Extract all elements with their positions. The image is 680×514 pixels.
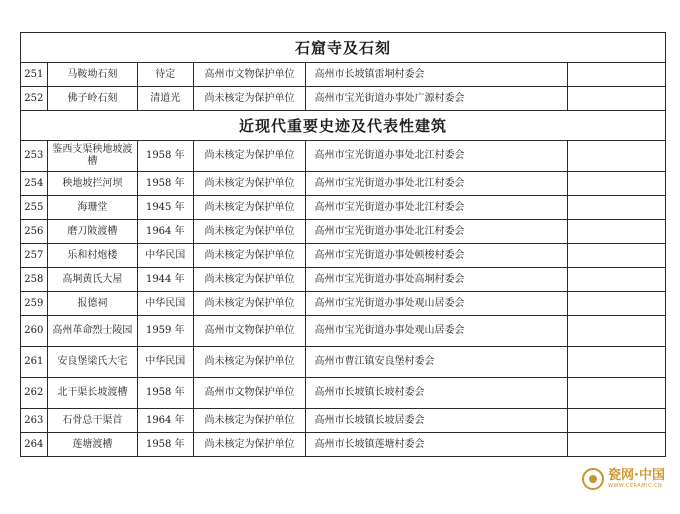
site-era: 1959 年 — [138, 316, 193, 347]
section-title: 近现代重要史迹及代表性建筑 — [21, 111, 666, 141]
site-location: 高州市宝光街道办事处观山居委会 — [306, 292, 568, 316]
row-number: 259 — [21, 292, 48, 316]
row-number: 262 — [21, 378, 48, 409]
site-watermark — [582, 464, 670, 494]
protection-level: 尚未核定为保护单位 — [193, 196, 306, 220]
heritage-table-page — [20, 32, 666, 457]
site-era: 中华民国 — [138, 244, 193, 268]
site-location: 高州市宝光街道办事处顿梭村委会 — [306, 244, 568, 268]
site-name: 佛子岭石刻 — [47, 87, 137, 111]
blank-cell — [568, 87, 666, 111]
site-name: 莲塘渡槽 — [47, 433, 137, 457]
site-era: 1945 年 — [138, 196, 193, 220]
site-location: 高州市宝光街道办事处高垌村委会 — [306, 268, 568, 292]
table-row — [21, 172, 666, 196]
ceramic-logo-icon — [582, 468, 604, 490]
row-number: 256 — [21, 220, 48, 244]
site-era: 1964 年 — [138, 220, 193, 244]
site-name: 北干渠长坡渡槽 — [47, 378, 137, 409]
row-number: 253 — [21, 141, 48, 172]
table-row — [21, 268, 666, 292]
site-era: 1958 年 — [138, 172, 193, 196]
protection-level: 尚未核定为保护单位 — [193, 292, 306, 316]
site-era: 中华民国 — [138, 292, 193, 316]
site-era: 1958 年 — [138, 378, 193, 409]
table-row — [21, 220, 666, 244]
row-number: 254 — [21, 172, 48, 196]
site-name: 马鞍坳石刻 — [47, 63, 137, 87]
protection-level: 尚未核定为保护单位 — [193, 87, 306, 111]
site-name: 磨刀陂渡槽 — [47, 220, 137, 244]
protection-level: 高州市文物保护单位 — [193, 63, 306, 87]
table-row — [21, 63, 666, 87]
site-era: 1964 年 — [138, 409, 193, 433]
table-row — [21, 244, 666, 268]
blank-cell — [568, 268, 666, 292]
watermark-subtext: WWW.CERAMIC.CN — [608, 483, 663, 489]
table-row — [21, 196, 666, 220]
protection-level: 高州市文物保护单位 — [193, 316, 306, 347]
section-header-row — [21, 33, 666, 63]
row-number: 261 — [21, 347, 48, 378]
protection-level: 尚未核定为保护单位 — [193, 172, 306, 196]
blank-cell — [568, 220, 666, 244]
blank-cell — [568, 378, 666, 409]
site-era: 1958 年 — [138, 141, 193, 172]
blank-cell — [568, 316, 666, 347]
site-name: 石骨总干渠首 — [47, 409, 137, 433]
site-location: 高州市宝光街道办事处北江村委会 — [306, 172, 568, 196]
site-name: 海珊堂 — [47, 196, 137, 220]
table-row — [21, 87, 666, 111]
site-name: 安良堡梁氏大宅 — [47, 347, 137, 378]
site-name: 高垌黄氏大屋 — [47, 268, 137, 292]
site-era: 中华民国 — [138, 347, 193, 378]
site-location: 高州市宝光街道办事处北江村委会 — [306, 141, 568, 172]
protection-level: 尚未核定为保护单位 — [193, 433, 306, 457]
section-header-row — [21, 111, 666, 141]
site-location: 高州市宝光街道办事处北江村委会 — [306, 220, 568, 244]
table-row — [21, 141, 666, 172]
site-location: 高州市曹江镇安良堡村委会 — [306, 347, 568, 378]
table-row — [21, 409, 666, 433]
table-row — [21, 347, 666, 378]
blank-cell — [568, 433, 666, 457]
table-row — [21, 292, 666, 316]
site-name: 秧地坡拦河坝 — [47, 172, 137, 196]
blank-cell — [568, 292, 666, 316]
section-title: 石窟寺及石刻 — [21, 33, 666, 63]
site-era: 清道光 — [138, 87, 193, 111]
blank-cell — [568, 172, 666, 196]
protection-level: 高州市文物保护单位 — [193, 378, 306, 409]
site-location: 高州市长坡镇长坡村委会 — [306, 378, 568, 409]
site-location: 高州市宝光街道办事处广源村委会 — [306, 87, 568, 111]
blank-cell — [568, 244, 666, 268]
table-row — [21, 378, 666, 409]
site-location: 高州市长坡镇长坡居委会 — [306, 409, 568, 433]
site-location: 高州市宝光街道办事处观山居委会 — [306, 316, 568, 347]
site-era: 1958 年 — [138, 433, 193, 457]
protection-level: 尚未核定为保护单位 — [193, 141, 306, 172]
protection-level: 尚未核定为保护单位 — [193, 244, 306, 268]
blank-cell — [568, 347, 666, 378]
protection-level: 尚未核定为保护单位 — [193, 409, 306, 433]
row-number: 263 — [21, 409, 48, 433]
row-number: 257 — [21, 244, 48, 268]
blank-cell — [568, 409, 666, 433]
site-era: 待定 — [138, 63, 193, 87]
site-name: 高州革命烈士陵园 — [47, 316, 137, 347]
row-number: 252 — [21, 87, 48, 111]
table-row — [21, 316, 666, 347]
site-name: 鉴西支渠秧地坡渡槽 — [47, 141, 137, 172]
site-era: 1944 年 — [138, 268, 193, 292]
protection-level: 尚未核定为保护单位 — [193, 220, 306, 244]
site-location: 高州市长坡镇雷垌村委会 — [306, 63, 568, 87]
table-row — [21, 433, 666, 457]
protection-level: 尚未核定为保护单位 — [193, 347, 306, 378]
row-number: 260 — [21, 316, 48, 347]
heritage-table — [20, 32, 666, 457]
site-location: 高州市长坡镇莲塘村委会 — [306, 433, 568, 457]
row-number: 264 — [21, 433, 48, 457]
site-name: 乐和村炮楼 — [47, 244, 137, 268]
row-number: 255 — [21, 196, 48, 220]
protection-level: 尚未核定为保护单位 — [193, 268, 306, 292]
watermark-text: 瓷网·中国 — [608, 468, 665, 483]
row-number: 258 — [21, 268, 48, 292]
row-number: 251 — [21, 63, 48, 87]
site-name: 报德祠 — [47, 292, 137, 316]
site-location: 高州市宝光街道办事处北江村委会 — [306, 196, 568, 220]
blank-cell — [568, 63, 666, 87]
blank-cell — [568, 141, 666, 172]
blank-cell — [568, 196, 666, 220]
